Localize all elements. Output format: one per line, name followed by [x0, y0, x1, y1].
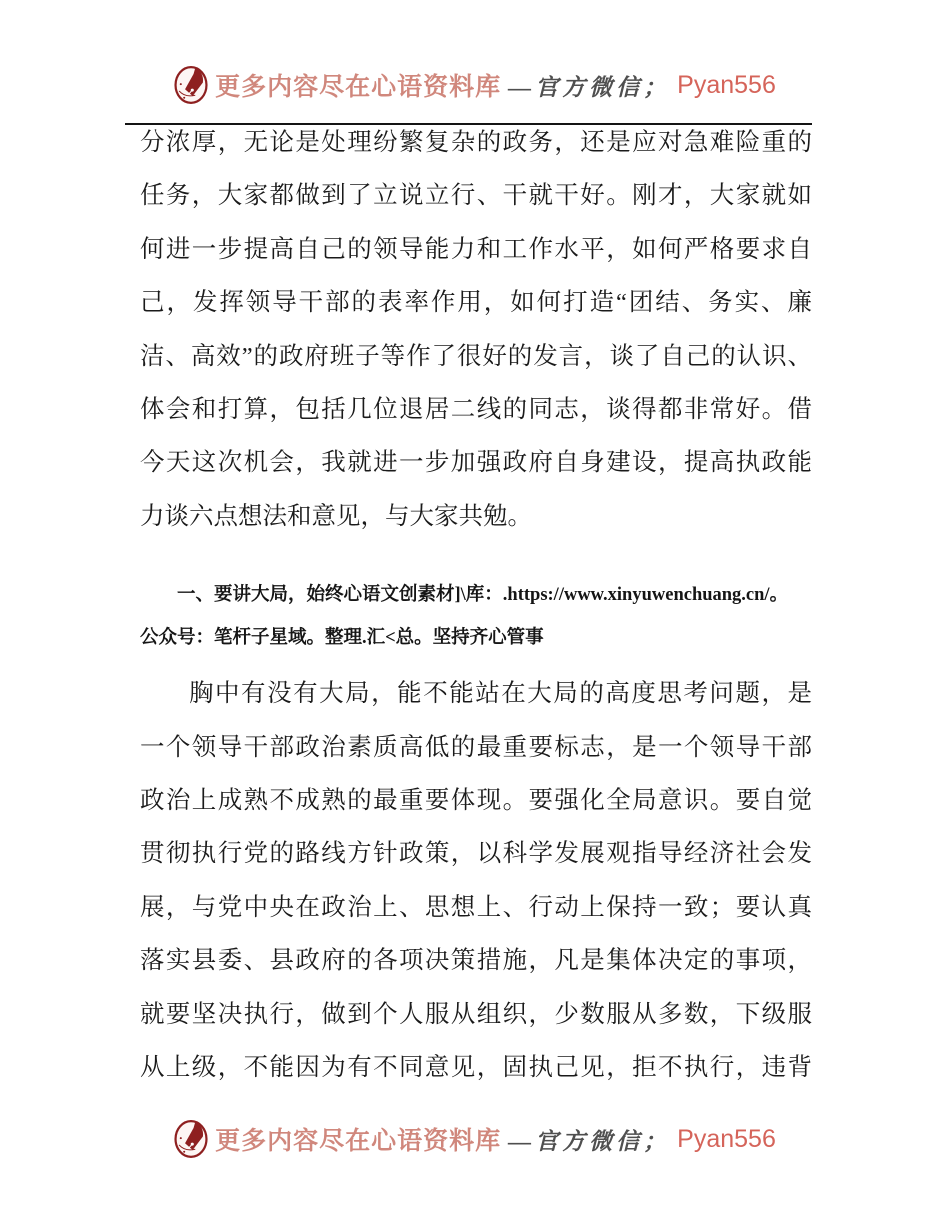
pen-nib-logo-icon: [174, 1119, 208, 1159]
text-line: 分浓厚，无论是处理纷繁复杂的政务，还是应对急难险重的: [140, 129, 812, 156]
text-line: 政治上成熟不成熟的最重要体现。要强化全局意识。要自觉: [140, 787, 812, 815]
text-line: 任务，大家都做到了立说立行、干就干好。刚才，大家就如: [140, 182, 812, 210]
banner-wechat-id: Pyan556: [677, 70, 776, 99]
banner-wechat-label: —官方微信；: [508, 74, 671, 100]
text-line: 胸中有没有大局，能不能站在大局的高度思考问题，是: [189, 680, 812, 708]
text-line: 就要坚决执行，做到个人服从组织，少数服从多数，下级服: [140, 1000, 812, 1028]
paragraph-2: [140, 667, 812, 1094]
text-line: 展，与党中央在政治上、思想上、行动上保持一致；要认真: [140, 893, 812, 921]
header-banner: [0, 62, 950, 108]
paragraph-1: [140, 116, 812, 543]
text-line: 公众号：笔杆子星域。整理.汇<总。坚持齐心管事: [140, 628, 544, 649]
document-body: [140, 116, 812, 1095]
text-line: 己，发挥领导干部的表率作用，如何打造“团结、务实、廉: [140, 289, 812, 317]
text-line: 贯彻执行党的路线方针政策，以科学发展观指导经济社会发: [140, 840, 812, 868]
pen-nib-logo-icon: [174, 65, 208, 105]
text-line: 今天这次机会，我就进一步加强政府自身建设，提高执政能: [140, 449, 812, 477]
text-line: 何进一步提高自己的领导能力和工作水平，如何严格要求自: [140, 235, 812, 263]
text-line: 从上级，不能因为有不同意见，固执己见，拒不执行，违背: [140, 1054, 812, 1082]
text-line: 一个领导干部政治素质高低的最重要标志，是一个领导干部: [140, 733, 812, 761]
text-line: 落实县委、县政府的各项决策措施，凡是集体决定的事项，: [140, 947, 812, 975]
footer-banner: [0, 1116, 950, 1162]
section-heading: [140, 574, 812, 660]
banner-text: 更多内容尽在心语资料库: [215, 1128, 502, 1155]
banner-wechat-id: Pyan556: [677, 1124, 776, 1153]
banner-text: 更多内容尽在心语资料库: [215, 74, 502, 101]
text-line: 一、要讲大局，始终心语文创素材]\库：.https://www.xinyuwenchuang.cn/。: [177, 585, 789, 606]
text-line: 体会和打算，包括几位退居二线的同志，谈得都非常好。借: [140, 396, 812, 424]
text-line: 洁、高效”的政府班子等作了很好的发言，谈了自己的认识、: [140, 342, 812, 370]
banner-wechat-label: —官方微信；: [508, 1128, 671, 1154]
text-line: 力谈六点想法和意见，与大家共勉。: [140, 502, 532, 530]
